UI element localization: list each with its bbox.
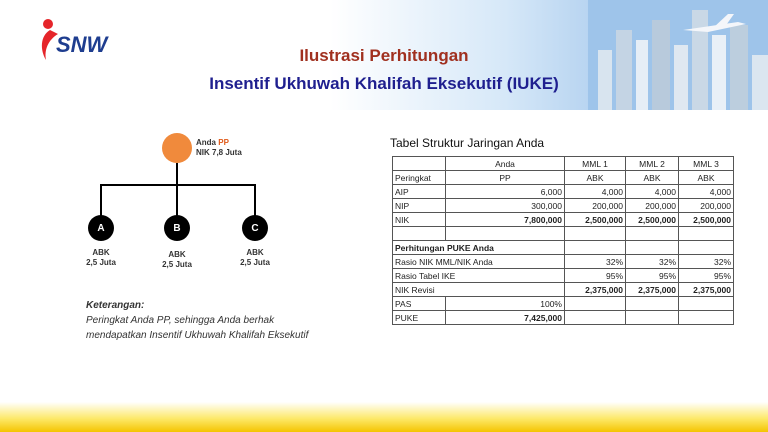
svg-text:SNW: SNW bbox=[56, 32, 108, 57]
table-cell: NIK bbox=[393, 213, 446, 227]
table-spacer-row bbox=[393, 227, 734, 241]
tree-node-a-label: ABK 2,5 Juta bbox=[86, 248, 116, 267]
table-cell: 32% bbox=[626, 255, 679, 269]
table-cell bbox=[393, 157, 446, 171]
tree-node-a: A bbox=[88, 215, 114, 241]
table-title: Tabel Struktur Jaringan Anda bbox=[390, 136, 545, 150]
table-cell: 32% bbox=[679, 255, 734, 269]
table-cell: Anda bbox=[446, 157, 565, 171]
table-cell: PP bbox=[446, 171, 565, 185]
table-cell: AIP bbox=[393, 185, 446, 199]
tree-node-c: C bbox=[242, 215, 268, 241]
footer-gradient-bar bbox=[0, 402, 768, 432]
tree-connector-c bbox=[254, 184, 256, 216]
table-cell: 2,500,000 bbox=[626, 213, 679, 227]
table-row bbox=[393, 269, 734, 283]
table-cell: 95% bbox=[679, 269, 734, 283]
table-cell: ABK bbox=[679, 171, 734, 185]
table-cell: NIK Revisi bbox=[393, 283, 565, 297]
table-cell: 2,375,000 bbox=[565, 283, 626, 297]
table-cell: 95% bbox=[626, 269, 679, 283]
table-cell: ABK bbox=[565, 171, 626, 185]
table-row bbox=[393, 255, 734, 269]
network-structure-table bbox=[392, 156, 734, 325]
table-row bbox=[393, 185, 734, 199]
table-cell: PAS bbox=[393, 297, 446, 311]
table-cell: 200,000 bbox=[626, 199, 679, 213]
table-cell: 2,375,000 bbox=[679, 283, 734, 297]
table-row bbox=[393, 213, 734, 227]
table-cell: 2,500,000 bbox=[565, 213, 626, 227]
table-cell: 6,000 bbox=[446, 185, 565, 199]
tree-node-c-label: ABK 2,5 Juta bbox=[240, 248, 270, 267]
table-row bbox=[393, 171, 734, 185]
table-cell: 2,375,000 bbox=[626, 283, 679, 297]
tree-node-anda-label: Anda PP NIK 7,8 Juta bbox=[196, 138, 242, 157]
table-cell: MML 1 bbox=[565, 157, 626, 171]
table-cell: 4,000 bbox=[679, 185, 734, 199]
table-cell: MML 3 bbox=[679, 157, 734, 171]
table-section-row bbox=[393, 241, 734, 255]
table-cell: 4,000 bbox=[565, 185, 626, 199]
table-cell: Rasio Tabel IKE bbox=[393, 269, 565, 283]
table-cell: 300,000 bbox=[446, 199, 565, 213]
table-cell: 7,800,000 bbox=[446, 213, 565, 227]
table-cell: 100% bbox=[446, 297, 565, 311]
table-cell: NIP bbox=[393, 199, 446, 213]
table-row bbox=[393, 283, 734, 297]
table-cell: ABK bbox=[626, 171, 679, 185]
page-title-line2: Insentif Ukhuwah Khalifah Eksekutif (IUKE) bbox=[209, 74, 559, 93]
table-row bbox=[393, 199, 734, 213]
table-cell: 4,000 bbox=[626, 185, 679, 199]
table-cell: PUKE bbox=[393, 311, 446, 325]
note-heading: Keterangan: bbox=[86, 300, 145, 311]
tree-node-anda bbox=[162, 133, 192, 163]
tree-connector-a bbox=[100, 184, 102, 216]
table-cell: 32% bbox=[565, 255, 626, 269]
tree-connector-b bbox=[176, 184, 178, 216]
tree-node-b-label: ABK 2,5 Juta bbox=[162, 250, 192, 269]
table-cell: MML 2 bbox=[626, 157, 679, 171]
table-cell: Peringkat bbox=[393, 171, 446, 185]
table-cell: 200,000 bbox=[679, 199, 734, 213]
table-row bbox=[393, 297, 734, 311]
table-row bbox=[393, 311, 734, 325]
table-cell: 95% bbox=[565, 269, 626, 283]
tree-connector-horizontal bbox=[100, 184, 256, 186]
tree-node-b: B bbox=[164, 215, 190, 241]
table-cell: Rasio NIK MML/NIK Anda bbox=[393, 255, 565, 269]
note-body: Peringkat Anda PP, sehingga Anda berhak mendapatkan Insentif Ukhuwah Khalifah Eksekutif bbox=[86, 315, 309, 341]
table-section-label: Perhitungan PUKE Anda bbox=[393, 241, 565, 255]
note-box bbox=[86, 298, 326, 343]
table-cell: 2,500,000 bbox=[679, 213, 734, 227]
page-title-line1: Ilustrasi Perhitungan bbox=[299, 46, 469, 65]
table-header-row bbox=[393, 157, 734, 171]
table-cell: 7,425,000 bbox=[446, 311, 565, 325]
tree-connector-vertical bbox=[176, 163, 178, 185]
table-cell: 200,000 bbox=[565, 199, 626, 213]
